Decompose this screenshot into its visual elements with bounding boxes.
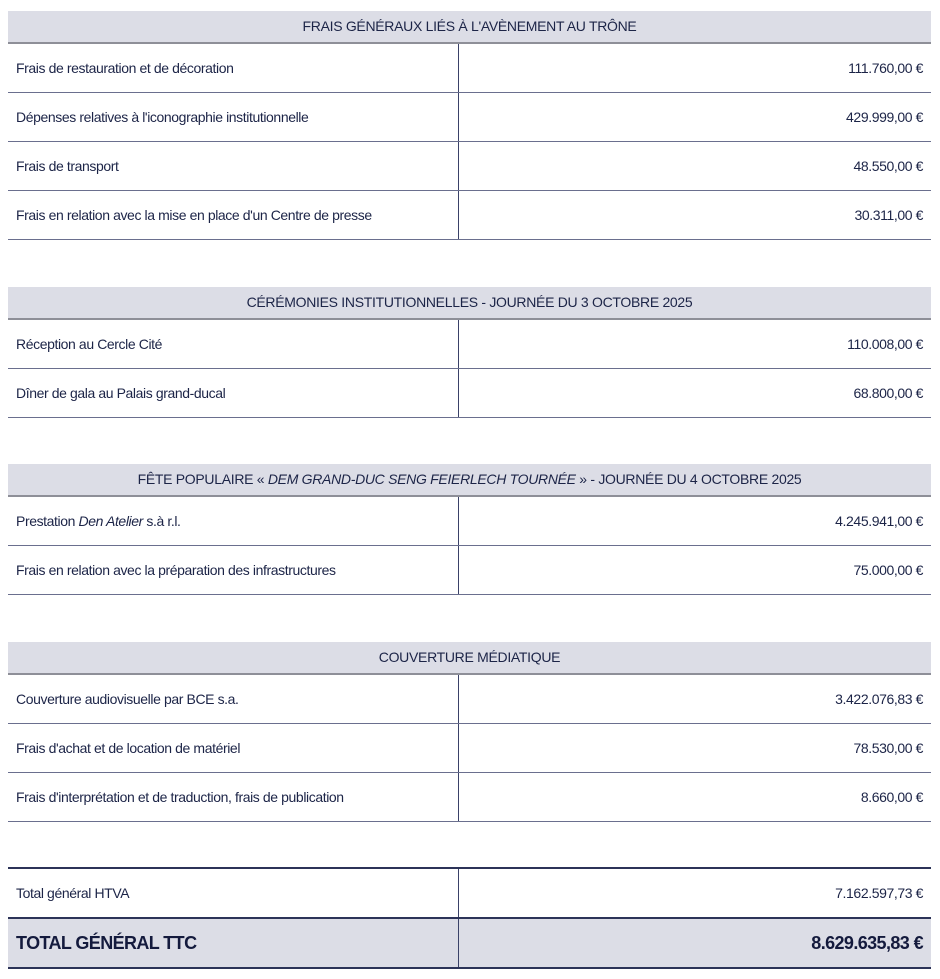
table-row xyxy=(8,675,931,724)
section-header: FRAIS GÉNÉRAUX LIÉS À L'AVÈNEMENT AU TRÔNE xyxy=(8,11,931,44)
table-row xyxy=(8,546,931,595)
table-row xyxy=(8,44,931,93)
label-italic: Den Atelier xyxy=(78,513,143,529)
row-label: Dîner de gala au Palais grand-ducal xyxy=(8,369,459,417)
table-row xyxy=(8,142,931,191)
table-row xyxy=(8,724,931,773)
section-header xyxy=(8,464,931,497)
section-header: CÉRÉMONIES INSTITUTIONNELLES - JOURNÉE DU 3 OCTOBRE 2025 xyxy=(8,287,931,320)
row-label xyxy=(8,497,459,545)
label-suffix: s.à r.l. xyxy=(142,513,181,529)
total-htva-label: Total général HTVA xyxy=(8,869,459,917)
total-ttc-label: TOTAL GÉNÉRAL TTC xyxy=(8,919,459,967)
row-amount: 111.760,00 € xyxy=(848,60,923,76)
table-row xyxy=(8,497,931,546)
row-amount: 110.008,00 € xyxy=(847,336,923,352)
table-row xyxy=(8,320,931,369)
label-prefix: Prestation xyxy=(16,513,76,529)
row-amount: 429.999,00 € xyxy=(846,109,923,125)
table-row xyxy=(8,369,931,418)
section-frais-generaux xyxy=(8,11,931,240)
table-row xyxy=(8,773,931,822)
section-couverture-mediatique xyxy=(8,642,931,822)
table-row xyxy=(8,93,931,142)
header-prefix: FÊTE POPULAIRE « xyxy=(137,471,268,487)
section-fete-populaire xyxy=(8,464,931,595)
row-amount: 30.311,00 € xyxy=(854,207,923,223)
section-ceremonies xyxy=(8,287,931,418)
row-label: Frais de restauration et de décoration xyxy=(8,44,459,92)
totals-table xyxy=(8,867,931,969)
row-label: Frais en relation avec la mise en place d'un Centre de presse xyxy=(8,191,459,239)
row-label: Dépenses relatives à l'iconographie institutionnelle xyxy=(8,93,459,141)
row-amount: 75.000,00 € xyxy=(853,562,923,578)
section-header: COUVERTURE MÉDIATIQUE xyxy=(8,642,931,675)
header-italic: DEM GRAND-DUC SENG FEIERLECH TOURNÉE xyxy=(267,471,576,487)
row-amount: 78.530,00 € xyxy=(853,740,923,756)
row-label: Frais d'achat et de location de matériel xyxy=(8,724,459,772)
row-amount: 4.245.941,00 € xyxy=(835,513,923,529)
row-label: Frais d'interprétation et de traduction, frais de publication xyxy=(8,773,459,821)
row-amount: 48.550,00 € xyxy=(853,158,923,174)
row-label: Réception au Cercle Cité xyxy=(8,320,459,368)
total-htva-amount: 7.162.597,73 € xyxy=(835,885,923,901)
total-ttc-row xyxy=(8,919,931,969)
row-amount: 3.422.076,83 € xyxy=(835,691,923,707)
row-label: Couverture audiovisuelle par BCE s.a. xyxy=(8,675,459,723)
row-label: Frais de transport xyxy=(8,142,459,190)
header-suffix: » - JOURNÉE DU 4 OCTOBRE 2025 xyxy=(575,471,802,487)
table-row xyxy=(8,191,931,240)
row-label: Frais en relation avec la préparation des infrastructures xyxy=(8,546,459,594)
total-ttc-amount: 8.629.635,83 € xyxy=(811,932,923,953)
row-amount: 68.800,00 € xyxy=(853,385,923,401)
total-htva-row xyxy=(8,869,931,919)
row-amount: 8.660,00 € xyxy=(860,789,923,805)
